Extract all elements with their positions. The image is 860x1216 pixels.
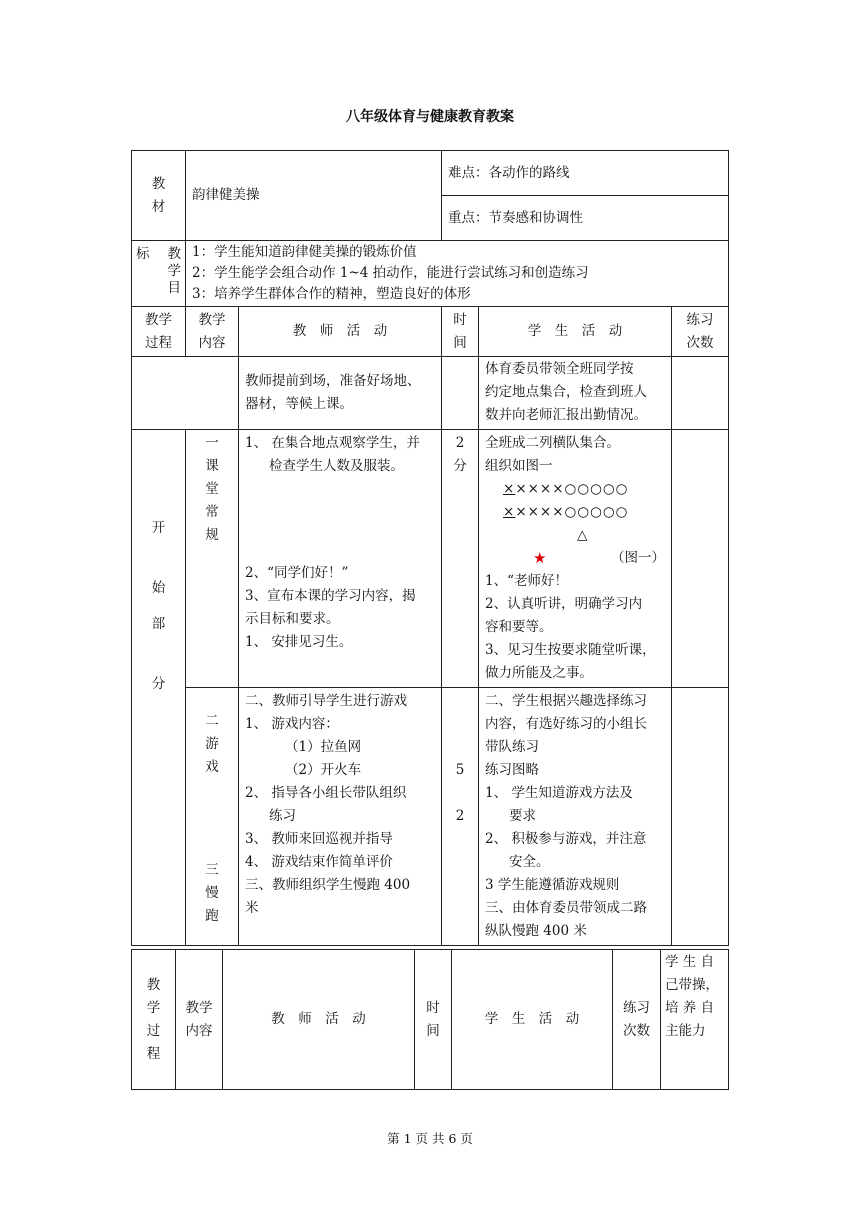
header-content (186, 307, 239, 357)
section-label-char: 部 (151, 616, 166, 632)
content-char: 常 (205, 504, 219, 520)
section-label-char: 分 (151, 676, 166, 692)
lesson-plan-table (131, 150, 729, 946)
text-line: 要求 (509, 808, 536, 824)
header-time (415, 950, 452, 1090)
header-text: 教学 (185, 999, 213, 1016)
game-teacher (239, 688, 442, 946)
goal-label-char: 标 (136, 246, 150, 262)
header-text: 次数 (686, 334, 714, 351)
header-content (176, 950, 223, 1090)
formation-mark: × (503, 481, 516, 497)
formation-mark: × (503, 504, 516, 520)
keypoint-text: 重点：节奏感和协调性 (448, 209, 583, 226)
goal-item: 2：学生能学会组合动作 1~4 拍动作，能进行尝试练习和创造练习 (192, 265, 589, 281)
header-text: 间 (453, 334, 467, 351)
text-line: 做力所能及之事。 (485, 665, 593, 681)
note-cell (661, 950, 729, 1090)
routine-student (479, 430, 672, 688)
prep-teacher (239, 357, 442, 430)
difficulty-cell (442, 151, 729, 196)
header-text: 过 (146, 1022, 161, 1039)
keypoint-cell (442, 196, 729, 241)
figure-label: （图一） (611, 550, 665, 566)
text-line: 2、 积极参与游戏，并注意 (485, 831, 647, 847)
header-text: 次数 (623, 1022, 650, 1039)
header-text: 内容 (185, 1022, 213, 1039)
routine-time (442, 430, 479, 688)
time-value: 5 (455, 762, 465, 778)
game-content (186, 688, 239, 946)
header-text: 教学 (145, 311, 172, 328)
section-label-char: 始 (151, 580, 166, 596)
header-text: 教 师 活 动 (271, 1011, 366, 1027)
header-text: 过程 (145, 334, 172, 351)
content-char: 慢 (205, 885, 219, 901)
time-unit: 分 (453, 458, 467, 474)
page-footer: 第 1 页 共 6 页 (387, 1131, 473, 1146)
content-char: 二 (205, 713, 219, 729)
text-line: 1、“老师好！ (485, 573, 568, 589)
header-reps (672, 307, 729, 357)
text-line: 带队练习 (485, 739, 539, 755)
text-line: 4、 游戏结束作简单评价 (245, 854, 393, 870)
header-text: 学 生 活 动 (527, 323, 623, 339)
prep-time (442, 357, 479, 430)
text-line: 示目标和要求。 (245, 611, 340, 627)
section-label-cell (132, 430, 186, 946)
text-line: 纵队慢跑 400 米 (485, 923, 587, 939)
header-teacher (223, 950, 415, 1090)
content-char: 跑 (205, 908, 219, 924)
content-char: 课 (205, 458, 219, 474)
text-line: 二、教师引导学生进行游戏 (245, 693, 407, 709)
text-line: 2、认真听讲，明确学习内 (485, 596, 643, 612)
header-text: 内容 (198, 334, 226, 351)
text-line: 2、 指导各小组长带队组织 (245, 785, 407, 801)
text-line: 己带操， (665, 977, 719, 993)
page-title: 八年级体育与健康教育教案 (346, 109, 514, 125)
content-char: 三 (205, 862, 219, 878)
text-line: 3、见习生按要求随堂听课， (485, 642, 656, 658)
material-label-char: 材 (151, 198, 166, 215)
text-line: 全班成二列横队集合。 (485, 435, 620, 451)
header-text: 教学 (198, 311, 226, 328)
time-value: 2 (455, 435, 465, 451)
text-line: 检查学生人数及服装。 (269, 458, 404, 474)
text-line: 体育委员带领全班同学按 (485, 361, 634, 377)
text-line: （1）拉鱼网 (285, 739, 362, 755)
text-line: 练习图略 (485, 762, 539, 778)
header-text: 教 (146, 976, 161, 993)
text-line: 3、宣布本课的学习内容，揭 (245, 588, 416, 604)
difficulty-text: 难点：各动作的路线 (448, 164, 570, 181)
text-line: 二、学生根据兴趣选择练习 (485, 693, 647, 709)
material-label-cell (132, 151, 186, 241)
header-text: 练习 (686, 311, 714, 328)
section-label-char: 开 (151, 520, 166, 536)
formation-diagram (485, 478, 665, 570)
text-line: 练习 (269, 808, 296, 824)
header-text: 间 (426, 1022, 440, 1039)
text-line: 器材，等候上课。 (245, 396, 353, 412)
content-char: 一 (205, 435, 219, 451)
prep-empty (132, 357, 239, 430)
content-char: 堂 (205, 481, 219, 497)
content-char: 规 (205, 527, 219, 543)
text-line: 约定地点集合，检查到班人 (485, 384, 647, 400)
header-text: 时 (426, 999, 440, 1016)
routine-reps (672, 430, 729, 688)
material-value: 韵律健美操 (192, 187, 260, 203)
formation-row: ××××○○○○○ (515, 504, 629, 520)
lesson-plan-table-2 (131, 949, 729, 1090)
text-line: 1、 学生知道游戏方法及 (485, 785, 633, 801)
text-line: 教师提前到场，准备好场地、 (245, 373, 421, 389)
header-text: 教 师 活 动 (292, 323, 388, 339)
text-line: 三、由体育委员带领成二路 (485, 900, 647, 916)
header-teacher (239, 307, 442, 357)
content-char: 戏 (205, 759, 219, 775)
text-line: 学 生 自 (665, 954, 715, 970)
goal-item: 1：学生能知道韵律健美操的锻炼价值 (192, 244, 417, 260)
header-reps (613, 950, 661, 1090)
text-line: 三、教师组织学生慢跑 400 (245, 877, 411, 893)
goal-label-char: 学 (167, 263, 181, 279)
header-process (132, 307, 186, 357)
header-student (479, 307, 672, 357)
text-line: 1、 安排见习生。 (245, 634, 353, 650)
text-line: 米 (245, 900, 259, 916)
time-value: 2 (455, 808, 465, 824)
goal-label-cell (132, 241, 186, 307)
prep-student (479, 357, 672, 430)
game-reps (672, 688, 729, 946)
header-text: 学 生 活 动 (484, 1011, 580, 1027)
text-line: 组织如图一 (485, 458, 553, 474)
text-line: 数并向老师汇报出勤情况。 (485, 407, 647, 423)
teacher-triangle-icon: △ (577, 527, 588, 543)
text-line: 培 养 自 (665, 1000, 715, 1016)
routine-content (186, 430, 239, 688)
material-label-char: 教 (151, 175, 166, 192)
text-line: 2、“同学们好！” (245, 565, 349, 581)
text-line: 主能力 (665, 1023, 706, 1039)
game-student (479, 688, 672, 946)
text-line: 内容，有选好练习的小组长 (485, 716, 647, 732)
formation-row: ××××○○○○○ (515, 481, 629, 497)
goals-cell (186, 241, 729, 307)
goal-label-char: 教 (167, 246, 181, 262)
text-line: 1、 在集合地点观察学生，并 (245, 435, 420, 451)
header-text: 时 (453, 311, 467, 328)
content-char: 游 (205, 736, 219, 752)
header-text: 程 (146, 1045, 161, 1062)
routine-teacher (239, 430, 442, 688)
text-line: 3、 教师来回巡视并指导 (245, 831, 393, 847)
header-text: 练习 (623, 999, 650, 1016)
text-line: 安全。 (509, 854, 550, 870)
text-line: 1、 游戏内容： (245, 716, 339, 732)
header-time (442, 307, 479, 357)
header-process (132, 950, 176, 1090)
text-line: 容和要等。 (485, 619, 553, 635)
goal-label-char: 目 (167, 280, 181, 296)
material-value-cell (186, 151, 442, 241)
goal-item: 3：培养学生群体合作的精神，塑造良好的体形 (192, 286, 471, 302)
prep-reps (672, 357, 729, 430)
text-line: （2）开火车 (285, 762, 362, 778)
header-student (452, 950, 613, 1090)
star-icon: ★ (533, 549, 547, 567)
header-text: 学 (146, 999, 161, 1016)
game-time (442, 688, 479, 946)
text-line: 3 学生能遵循游戏规则 (485, 877, 620, 893)
